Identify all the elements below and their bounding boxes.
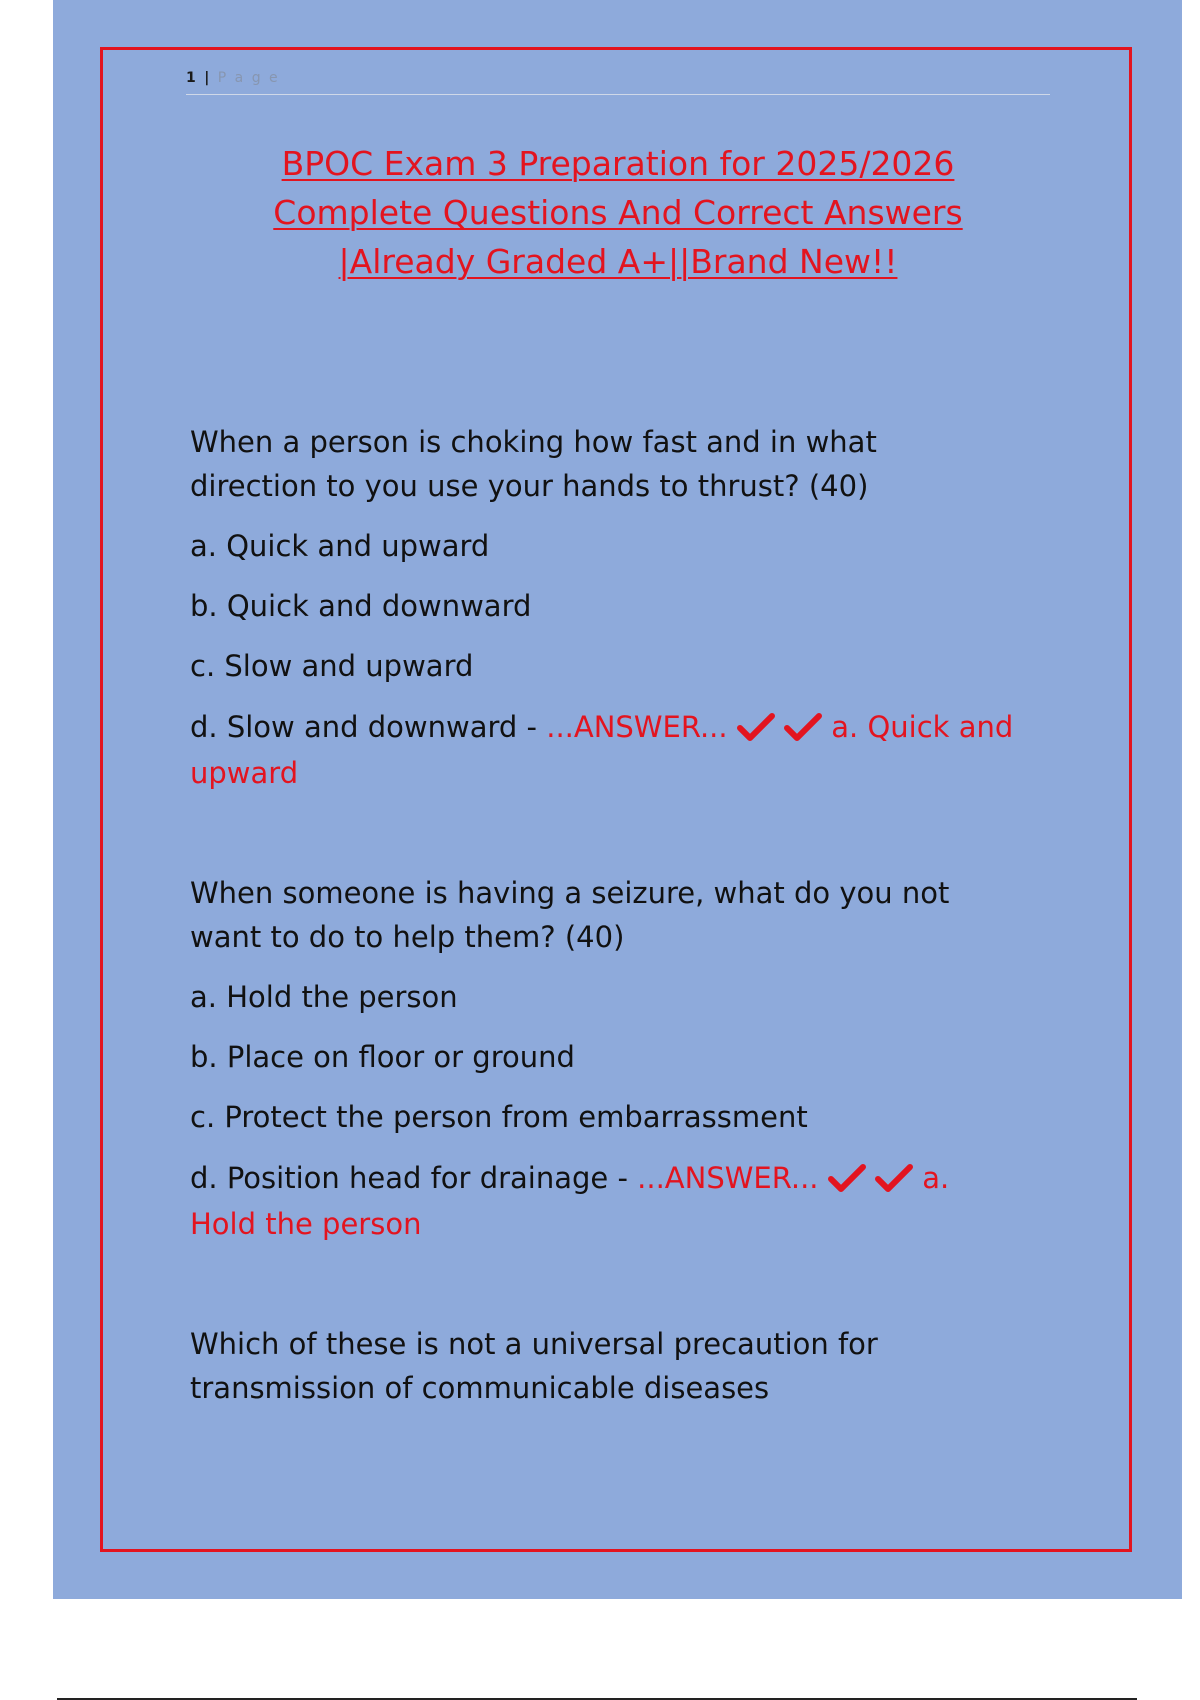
question-1 <box>190 420 1070 796</box>
option-d-with-answer <box>190 1155 1070 1247</box>
option-d-with-answer <box>190 704 1070 796</box>
answer-text-continued: upward <box>190 756 299 790</box>
page-header <box>186 70 1050 95</box>
option-d: d. Slow and downward <box>190 710 518 744</box>
option-b: b. Place on floor or ground <box>190 1040 575 1074</box>
answer-text: a. <box>922 1161 950 1195</box>
question-stem: Which of these is not a universal precaution for transmission of communicable diseases <box>190 1327 878 1405</box>
checkmark-icon <box>875 1164 913 1192</box>
answer-marker: ...ANSWER... <box>546 710 728 744</box>
page-label: P a g e <box>217 70 280 86</box>
question-stem: When someone is having a seizure, what do you not want to do to help them? (40) <box>190 876 950 954</box>
answer-marker: ...ANSWER... <box>637 1161 819 1195</box>
option-a: a. Hold the person <box>190 980 458 1014</box>
question-3 <box>190 1322 1070 1410</box>
answer-dash: - <box>517 710 547 744</box>
checkmark-icon <box>737 713 775 741</box>
title-line-3: |Already Graded A+||Brand New!! <box>338 242 898 281</box>
option-d: d. Position head for drainage <box>190 1161 609 1195</box>
checkmark-icon <box>828 1164 866 1192</box>
document-title <box>186 139 1050 286</box>
option-a: a. Quick and upward <box>190 529 490 563</box>
checkmark-icon <box>784 713 822 741</box>
option-b: b. Quick and downward <box>190 589 532 623</box>
question-2 <box>190 871 1070 1247</box>
answer-dash: - <box>608 1161 638 1195</box>
page-number: 1 <box>186 70 198 86</box>
answer-text: a. Quick and <box>831 710 1014 744</box>
question-stem: When a person is choking how fast and in what direction to you use your hands to thrust? (40) <box>190 425 877 503</box>
option-c: c. Protect the person from embarrassment <box>190 1100 808 1134</box>
answer-text-continued: Hold the person <box>190 1207 422 1241</box>
option-c: c. Slow and upward <box>190 649 474 683</box>
title-line-1: BPOC Exam 3 Preparation for 2025/2026 <box>281 144 955 183</box>
page-separator: | <box>204 70 212 86</box>
title-line-2: Complete Questions And Correct Answers <box>273 193 963 232</box>
